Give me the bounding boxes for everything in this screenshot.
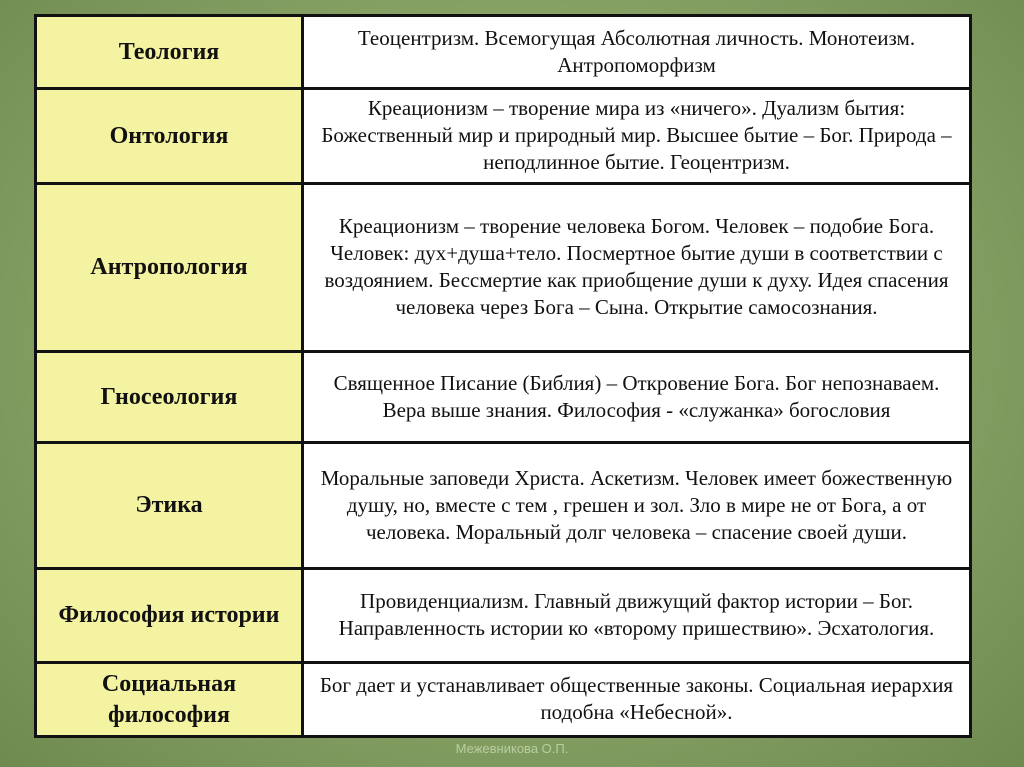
term-cell: Социальная философия [36,663,303,737]
description-cell: Теоцентризм. Всемогущая Абсолютная личность. Монотеизм. Антропоморфизм [303,16,971,89]
author-footer: Межевникова О.П. [455,741,569,756]
description-cell: Провиденциализм. Главный движущий фактор истории – Бог. Направленность истории ко «второму пришествию». Эсхатология. [303,569,971,663]
term-cell: Антропология [36,184,303,352]
description-cell: Креационизм – творение человека Богом. Человек – подобие Бога. Человек: дух+душа+тело. Посмертное бытие души в соответствии с воздоянием. Бессмертие как приобщение души к духу. Идея спасения человека через Бога – Сына. Открытие самосознания. [303,184,971,352]
description-cell: Креационизм – творение мира из «ничего». Дуализм бытия: Божественный мир и природный мир. Высшее бытие – Бог. Природа – неподлинное бытие. Геоцентризм. [303,89,971,184]
table-row [36,443,971,569]
term-cell: Философия истории [36,569,303,663]
philosophy-table [34,14,972,738]
table-row [36,569,971,663]
term-cell: Онтология [36,89,303,184]
table-row [36,89,971,184]
table-row [36,663,971,737]
term-cell: Этика [36,443,303,569]
description-cell: Священное Писание (Библия) – Откровение Бога. Бог непознаваем. Вера выше знания. Философия - «служанка» богословия [303,352,971,443]
description-cell: Бог дает и устанавливает общественные законы. Социальная иерархия подобна «Небесной». [303,663,971,737]
table-row [36,352,971,443]
table-row [36,184,971,352]
term-cell: Теология [36,16,303,89]
term-cell: Гносеология [36,352,303,443]
description-cell: Моральные заповеди Христа. Аскетизм. Человек имеет божественную душу, но, вместе с тем , грешен и зол. Зло в мире не от Бога, а от человека. Моральный долг человека – спасение своей души. [303,443,971,569]
table-row [36,16,971,89]
